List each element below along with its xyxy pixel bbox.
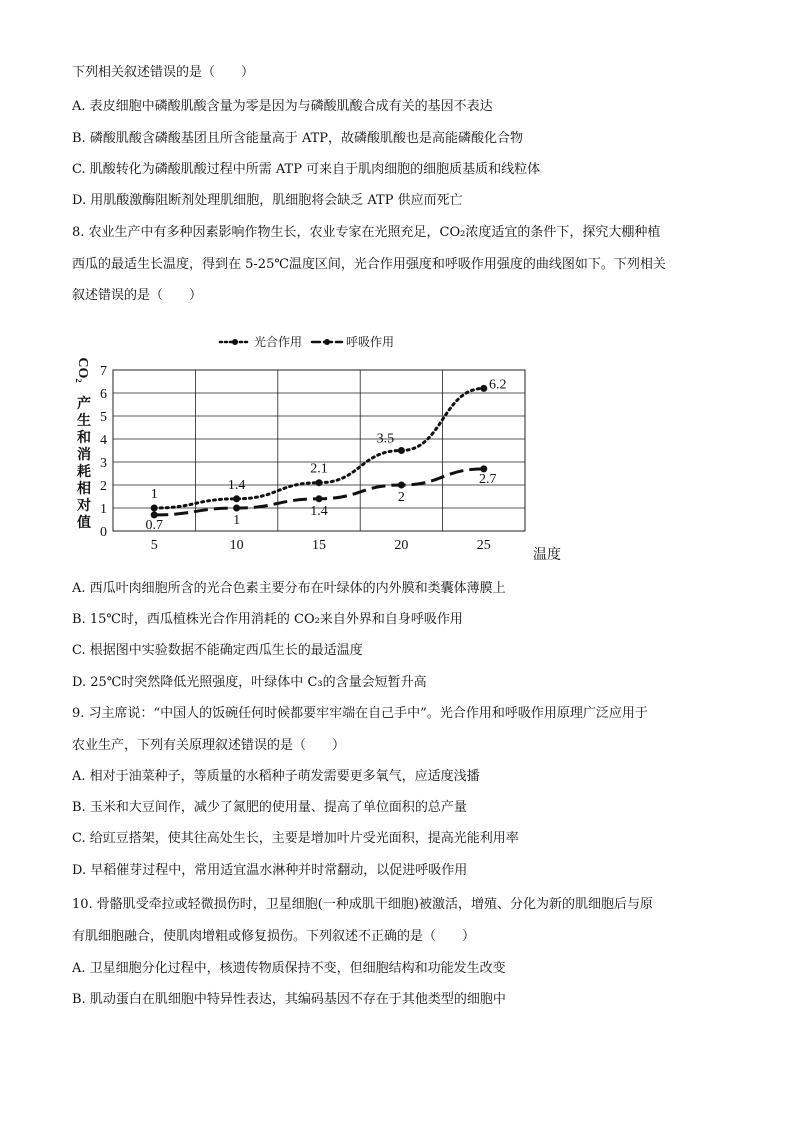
q7-option-d: D. 用肌酸激酶阻断剂处理肌细胞，肌细胞将会缺乏 ATP 供应而死亡	[72, 193, 463, 208]
data-point	[151, 505, 158, 512]
data-point	[316, 495, 323, 502]
data-label: 2.7	[479, 471, 497, 487]
data-label: 1.4	[310, 503, 328, 519]
x-tick-label: 20	[394, 538, 409, 553]
q8-stem-line-3: 叙述错误的是（ ）	[72, 288, 203, 303]
y-axis-label-char: CO₂	[75, 357, 90, 383]
q8-option-a: A. 西瓜叶肉细胞所含的光合色素主要分布在叶绿体的内外膜和类囊体薄膜上	[72, 581, 506, 596]
y-tick-label: 5	[100, 410, 107, 425]
y-axis-label-char: 值	[77, 516, 91, 531]
data-label: 1	[150, 487, 158, 502]
q7-option-c: C. 肌酸转化为磷酸肌酸过程中所需 ATP 可来自于肌肉细胞的细胞质基质和线粒体	[72, 162, 541, 177]
q8-option-d: D. 25℃时突然降低光照强度，叶绿体中 C₃的含量会短暂升高	[72, 675, 427, 690]
q9-stem-line-2: 农业生产，下列有关原理叙述错误的是（ ）	[72, 738, 346, 753]
q8-option-c: C. 根据图中实验数据不能确定西瓜生长的最适温度	[72, 643, 363, 658]
data-point	[233, 495, 240, 502]
q10-option-b: B. 肌动蛋白在肌细胞中特异性表达，其编码基因不存在于其他类型的细胞中	[72, 992, 506, 1007]
q9-option-a: A. 相对于油菜种子，等质量的水稻种子萌发需要更多氧气，应适度浅播	[72, 769, 480, 784]
y-axis-label-char: 对	[77, 499, 91, 514]
q10-option-a: A. 卫星细胞分化过程中，核遗传物质保持不变，但细胞结构和功能发生改变	[72, 961, 506, 976]
y-tick-label: 0	[100, 525, 107, 540]
y-tick-label: 6	[100, 387, 107, 402]
q7-stem-tail: 下列相关叙述错误的是（ ）	[72, 65, 255, 80]
chart-x-axis-label: 温度	[533, 548, 561, 563]
q9-option-b: B. 玉米和大豆间作，减少了氮肥的使用量、提高了单位面积的总产量	[72, 800, 467, 815]
q8-option-b: B. 15℃时，西瓜植株光合作用消耗的 CO₂来自外界和自身呼吸作用	[72, 612, 463, 627]
data-label: 1.4	[227, 477, 246, 493]
x-tick-label: 10	[229, 538, 244, 553]
y-tick-label: 4	[100, 433, 107, 448]
data-label: 1	[233, 513, 241, 528]
y-tick-label: 7	[100, 364, 107, 379]
q8-stem-line-1: 8. 农业生产中有多种因素影响作物生长，农业专家在光照充足，CO₂浓度适宜的条件下，探究大棚种植	[72, 225, 661, 240]
legend-label: 呼吸作用	[346, 335, 395, 349]
y-tick-label: 1	[100, 502, 107, 517]
data-label: 3.5	[376, 431, 395, 447]
data-label: 0.7	[145, 517, 163, 533]
q9-option-d: D. 早稻催芽过程中，常用适宜温水淋种并时常翻动，以促进呼吸作用	[72, 863, 468, 878]
chart-y-axis-label	[75, 357, 91, 531]
q10-stem-line-1: 10. 骨骼肌受牵拉或轻微损伤时，卫星细胞(一种成肌干细胞)被激活，增殖、分化为新的肌细胞后与原	[72, 897, 653, 912]
legend-marker	[324, 339, 330, 345]
data-point	[398, 482, 405, 489]
series-line-photosynthesis	[154, 388, 484, 508]
y-axis-label-char: 生	[77, 414, 91, 429]
y-axis-label-char: 相	[77, 482, 91, 497]
y-tick-label: 2	[100, 479, 107, 494]
data-label: 6.2	[489, 377, 507, 393]
x-tick-label: 15	[312, 538, 326, 553]
y-axis-label-char: 消	[77, 448, 91, 463]
data-point	[316, 479, 323, 486]
chart-svg	[70, 328, 561, 568]
legend-label: 光合作用	[254, 335, 303, 349]
data-label: 2.1	[310, 461, 328, 477]
data-point	[233, 505, 240, 512]
q7-option-a: A. 表皮细胞中磷酸肌酸含量为零是因为与磷酸肌酸合成有关的基因不表达	[72, 99, 493, 114]
q9-option-c: C. 给豇豆搭架，使其往高处生长，主要是增加叶片受光面积，提高光能利用率	[72, 831, 519, 846]
q7-option-b: B. 磷酸肌酸含磷酸基团且所含能量高于 ATP，故磷酸肌酸也是高能磷酸化合物	[72, 131, 524, 146]
chart-series	[151, 385, 488, 519]
y-axis-label-char: 耗	[77, 465, 91, 480]
chart-legend	[220, 334, 394, 349]
y-axis-label-char: 产	[77, 397, 91, 412]
data-label: 2	[397, 490, 405, 505]
legend-marker	[232, 339, 238, 345]
q8-stem-line-2: 西瓜的最适生长温度，得到在 5-25℃温度区间，光合作用强度和呼吸作用强度的曲线图如下。下列相关	[72, 257, 666, 272]
x-tick-label: 5	[150, 538, 158, 553]
data-point	[398, 447, 405, 454]
x-tick-label: 25	[476, 538, 491, 553]
y-tick-label: 3	[100, 456, 107, 471]
data-point	[480, 385, 487, 392]
y-axis-label-char: 和	[77, 431, 91, 446]
q8-chart	[70, 328, 561, 568]
q10-stem-line-2: 有肌细胞融合，使肌肉增粗或修复损伤。下列叙述不正确的是（ ）	[72, 929, 476, 944]
q9-stem-line-1: 9. 习主席说：“中国人的饭碗任何时候都要牢牢端在自己手中”。光合作用和呼吸作用原理广泛应用于	[72, 706, 648, 721]
